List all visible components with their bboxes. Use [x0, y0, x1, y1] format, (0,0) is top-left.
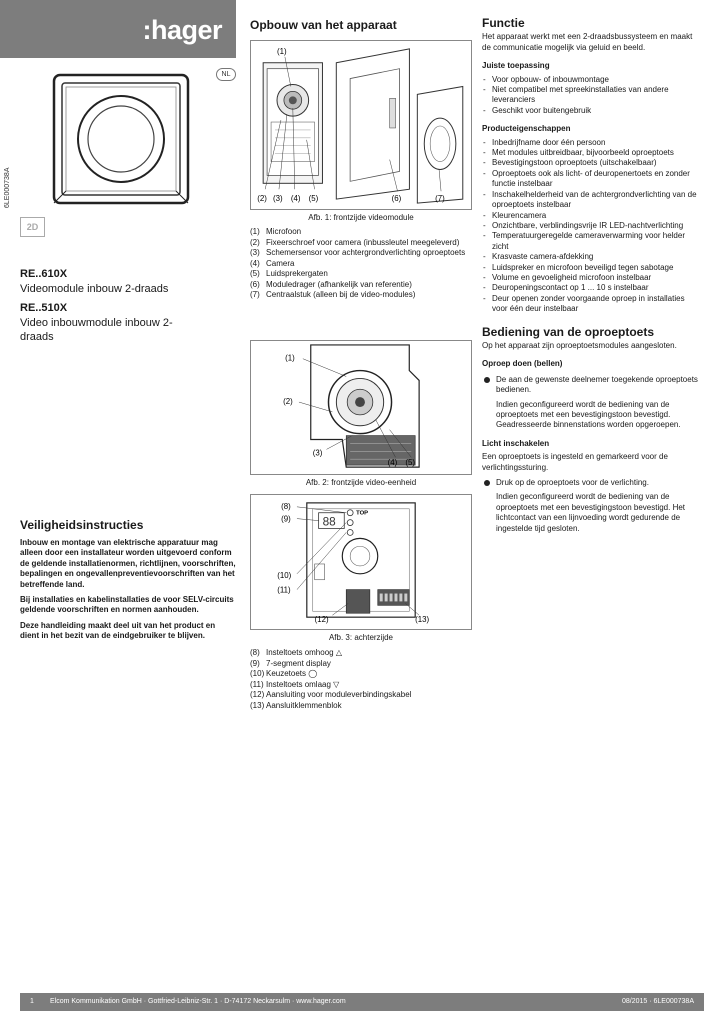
product-description: Video inbouwmodule inbouw 2-draads: [20, 317, 173, 343]
safety-paragraph: Deze handleiding maakt deel uit van het product en dient in het bezit van de eindgebruiker te blijven.: [20, 620, 216, 641]
light-steps: [482, 478, 702, 488]
figure-3-legend: [250, 648, 474, 711]
legend-row: [250, 269, 474, 280]
safety-paragraph: Inbouw en montage van elektrische apparatuur mag alleen door een installateur worden uitgevoerd conform de geldende installatienormen, richtlijnen, voorschriften, bepalingen en ongevallenpreventievoorschriften van het betreffende land.: [20, 538, 236, 589]
callout-10: (10): [277, 570, 292, 580]
legend-num: (2): [250, 237, 260, 247]
callout-6: (6): [391, 194, 402, 204]
callout-2: (2): [257, 194, 267, 204]
list-item: - Luidspreker en microfoon beveiligd tegen sabotage: [482, 263, 702, 273]
legend-row: [250, 701, 474, 712]
top-label: TOP: [356, 510, 369, 517]
legend-row: [250, 238, 474, 249]
callout-5: (5): [308, 194, 319, 204]
footer: [20, 993, 704, 1011]
callout-9: (9): [281, 514, 291, 524]
list-item: - Deuropeningscontact op 1 ... 10 s instelbaar: [482, 283, 702, 293]
legend-text-value: Insteltoets omlaag: [266, 679, 331, 689]
legend-row: [250, 227, 474, 238]
product-code: RE..610X: [20, 268, 68, 280]
legend-num: (11): [250, 679, 264, 689]
structure-title: Opbouw van het apparaat: [250, 18, 397, 32]
callout-11: (11): [277, 585, 291, 595]
legend-row: [250, 280, 474, 291]
legend-num: (5): [250, 269, 260, 278]
legend-text: [266, 669, 474, 680]
list-item: - Onzichtbare, verblindingsvrije IR LED-nachtverlichting: [482, 221, 702, 231]
legend-num: (4): [250, 258, 260, 268]
list-item: - Voor opbouw- of inbouwmontage: [482, 75, 702, 85]
list-item: - Met modules uitbreidbaar, bijvoorbeeld oproeptoets: [482, 148, 702, 158]
legend-text: Schemersensor voor achtergrondverlichting oproeptoets: [266, 248, 466, 257]
doc-number-vertical: 6LE000738A: [4, 167, 11, 208]
operation-intro: Op het apparaat zijn oproeptoetsmodules aangesloten.: [482, 340, 677, 350]
safety-section: [20, 518, 236, 647]
document-reference: 08/2015 · 6LE000738A: [621, 998, 694, 1005]
legend-text: Moduledrager (afhankelijk van referentie): [266, 279, 412, 289]
legend-text-value: Keuzetoets: [266, 669, 307, 678]
callout-2: (2): [283, 397, 293, 407]
legend-row: [250, 290, 474, 301]
callout-4: (4): [387, 458, 398, 468]
figure-1-caption: Afb. 1: frontzijde videomodule: [308, 213, 414, 222]
structure-section: [250, 18, 472, 32]
circle-icon: ◯: [308, 669, 318, 678]
function-text: Het apparaat werkt met een 2-draadsbussysteem en maakt de communicatie mogelijk via geluid en beeld.: [482, 32, 693, 52]
legend-num: (3): [250, 248, 260, 257]
legend-text: Microfoon: [266, 227, 302, 236]
callout-1: (1): [285, 353, 295, 363]
legend-row: [250, 669, 474, 680]
hager-logo: :hager: [142, 15, 222, 45]
legend-row: [250, 648, 474, 659]
list-item: - Temperatuurgeregelde cameraverwarming voor helder zicht: [482, 231, 702, 252]
operation-section: [482, 324, 702, 535]
figure-2-video-unit: [250, 340, 472, 475]
list-item: - Niet compatibel met spreekinstallaties van andere leveranciers: [482, 85, 702, 106]
usage-title: Juiste toepassing: [482, 61, 550, 71]
operation-title: Bediening van de oproeptoets: [482, 324, 655, 339]
call-steps: [482, 375, 702, 396]
features-title: Producteigenschappen: [482, 124, 571, 134]
device-front-image: [52, 73, 190, 205]
list-item: - Inschakelhelderheid van de achtergrondverlichting van de oproeptoets instelbaar: [482, 190, 702, 211]
right-column: [482, 18, 702, 536]
2d-badge: 2D: [20, 217, 45, 237]
legend-num: (6): [250, 279, 260, 289]
brand-bar: [0, 0, 236, 58]
figure-1-front-view: [250, 40, 472, 210]
product-code: RE..510X: [20, 302, 68, 314]
list-item: Druk op de oproeptoets voor de verlichting.: [482, 478, 702, 488]
figure-3-rear-view: [250, 494, 472, 630]
callout-5: (5): [405, 458, 415, 468]
figure-3-caption: Afb. 3: achterzijde: [328, 633, 394, 642]
light-title: Licht inschakelen: [482, 438, 550, 448]
legend-text: Aansluiting voor moduleverbindingskabel: [266, 690, 412, 699]
list-item: - Volume en gevoeligheid microfoon instelbaar: [482, 273, 702, 283]
list-item: - Oproeptoets ook als licht- of deuropenertoets en zonder functie instelbaar: [482, 169, 702, 190]
legend-row: [250, 690, 474, 701]
legend-text-value: Insteltoets omhoog: [266, 648, 334, 657]
legend-num: (13): [250, 700, 265, 710]
legend-row: [250, 659, 474, 670]
usage-list: [482, 75, 702, 117]
legend-num: (9): [250, 658, 260, 668]
callout-1: (1): [277, 46, 287, 56]
safety-paragraph: Bij installaties en kabelinstallaties de voor SELV-circuits geldende voorschriften en normen aanhouden.: [20, 595, 234, 615]
company-address: Elcom Kommunikation GmbH · Gottfried-Leibniz-Str. 1 · D-74172 Neckarsulm · www.hager.com: [50, 998, 346, 1005]
function-title: Functie: [482, 16, 525, 30]
callout-3: (3): [312, 448, 323, 458]
call-note: Indien geconfigureerd wordt de bediening van de oproeptoets met een bevestigingstoon bevestigd. Geadresseerde binnenstations worden opgeroepen.: [496, 399, 681, 430]
figure-2-caption: Afb. 2: frontzijde video-eenheid: [305, 478, 417, 487]
up-arrow-icon: △: [335, 648, 342, 657]
list-item: - Krasvaste camera-afdekking: [482, 252, 702, 262]
callout-13: (13): [415, 615, 430, 625]
product-list: [20, 268, 232, 350]
legend-text: [266, 648, 474, 659]
figure-1-legend: [250, 227, 474, 301]
legend-num: (8): [250, 648, 260, 657]
light-note: Indien geconfigureerd wordt de bediening van de oproeptoets met een bevestigingstoon bevestigd. Het lichtcontact van een lijnvoeding wordt gedurende de ingestelde tijd gesloten.: [496, 492, 686, 533]
light-intro: Een oproeptoets is ingesteld en gemarkeerd voor de verlichtingssturing.: [482, 452, 668, 472]
legend-text: Centraalstuk (alleen bij de video-modules): [266, 290, 416, 299]
down-arrow-icon: ▽: [333, 679, 340, 689]
legend-num: (1): [250, 227, 260, 236]
product-description: Videomodule inbouw 2-draads: [20, 283, 169, 295]
page-number: 1: [30, 998, 34, 1005]
display-digits: 88: [322, 514, 336, 529]
legend-num: (12): [250, 690, 265, 699]
list-item: - Bevestigingstoon oproeptoets (uitschakelbaar): [482, 158, 702, 168]
legend-row: [250, 248, 474, 259]
callout-12: (12): [314, 615, 329, 625]
legend-num: (10): [250, 669, 265, 678]
safety-title: Veiligheidsinstructies: [20, 518, 144, 532]
legend-row: [250, 680, 474, 691]
language-badge: NL: [216, 68, 236, 81]
legend-text: Aansluitklemmenblok: [266, 700, 342, 710]
callout-3: (3): [273, 194, 283, 204]
list-item: De aan de gewenste deelnemer toegekende oproeptoets bedienen.: [482, 375, 702, 396]
legend-text: Fixeerschroef voor camera (inbussleutel meegeleverd): [266, 237, 460, 247]
callout-7: (7): [435, 194, 445, 204]
legend-text: 7-segment display: [266, 658, 331, 668]
legend-row: [250, 259, 474, 270]
list-item: - Kleurencamera: [482, 211, 702, 221]
callout-8: (8): [281, 501, 291, 511]
callout-4: (4): [290, 194, 301, 204]
features-list: [482, 138, 702, 315]
legend-text: Camera: [266, 258, 295, 268]
list-item: - Geschikt voor buitengebruik: [482, 106, 702, 116]
list-item: - Inbedrijfname door één persoon: [482, 138, 702, 148]
legend-text: [266, 680, 474, 691]
legend-num: (7): [250, 290, 260, 299]
list-item: - Deur openen zonder voorgaande oproep in installaties voor één deur instelbaar: [482, 294, 702, 315]
legend-text: Luidsprekergaten: [266, 269, 328, 278]
call-title: Oproep doen (bellen): [482, 359, 563, 369]
